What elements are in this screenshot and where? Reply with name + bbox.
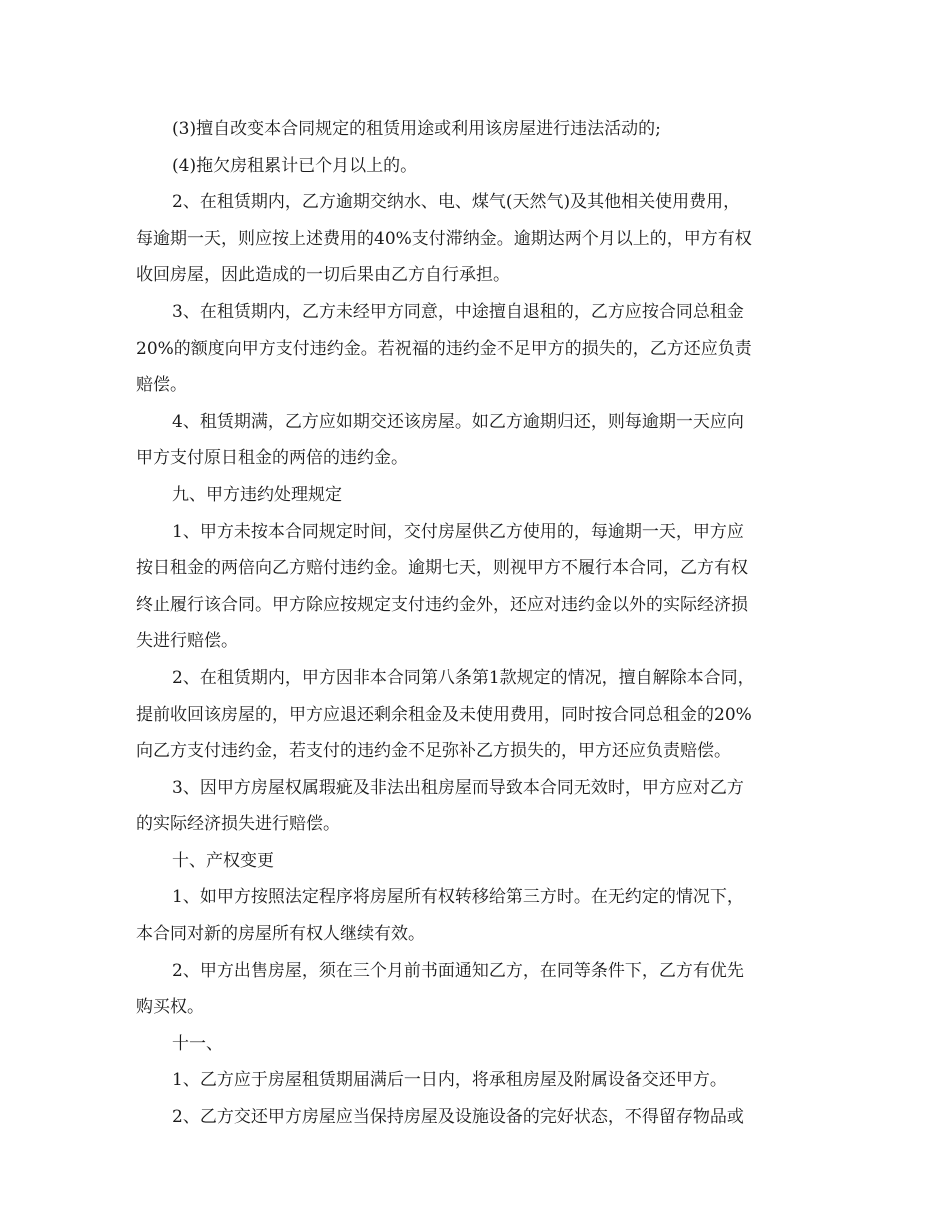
clause-paragraph [136, 1099, 826, 1136]
text-line: 2、在租赁期内，乙方逾期交纳水、电、煤气(天然气)及其他相关使用费用， [172, 192, 741, 213]
text-line: 提前收回该房屋的，甲方应退还剩余租金及未使用费用，同时按合同总租金的20% [136, 704, 752, 725]
text-line: 按日租金的两倍向乙方赔付违约金。逾期七天，则视甲方不履行本合同，乙方有权 [136, 558, 748, 579]
section-heading [136, 1026, 826, 1063]
text-line: 1、甲方未按本合同规定时间，交付房屋供乙方使用的，每逾期一天，甲方应 [172, 521, 744, 542]
clause-paragraph [136, 879, 826, 952]
clause-paragraph [136, 953, 826, 1026]
text-line: 3、因甲方房屋权属瑕疵及非法出租房屋而导致本合同无效时，甲方应对乙方 [172, 777, 744, 798]
clause-paragraph [136, 1062, 826, 1099]
text-line: 每逾期一天，则应按上述费用的40%支付滞纳金。逾期达两个月以上的，甲方有权 [136, 228, 752, 249]
text-line: 购买权。 [136, 997, 204, 1018]
text-line: 终止履行该合同。甲方除应按规定支付违约金外，还应对违约金以外的实际经济损 [136, 594, 748, 615]
text-line: 赔偿。 [136, 375, 187, 396]
list-item [136, 148, 826, 185]
clause-paragraph [136, 660, 826, 770]
clause-paragraph [136, 514, 826, 660]
document-body [136, 111, 826, 1136]
text-line: (3)擅自改变本合同规定的租赁用途或利用该房屋进行违法活动的; [172, 119, 661, 139]
text-line: 向乙方支付违约金，若支付的违约金不足弥补乙方损失的，甲方还应负责赔偿。 [136, 741, 731, 762]
text-line: (4)拖欠房租累计已个月以上的。 [172, 155, 418, 176]
text-line: 收回房屋，因此造成的一切后果由乙方自行承担。 [136, 265, 510, 286]
text-line: 甲方支付原日租金的两倍的违约金。 [136, 448, 408, 469]
text-line: 失进行赔偿。 [136, 631, 238, 652]
clause-paragraph [136, 404, 826, 477]
text-line: 十、产权变更 [172, 850, 274, 871]
text-line: 20%的额度向甲方支付违约金。若祝福的违约金不足甲方的损失的，乙方还应负责 [136, 338, 752, 359]
section-heading [136, 843, 826, 880]
clause-paragraph [136, 294, 826, 404]
text-line: 十一、 [172, 1033, 223, 1054]
text-line: 1、如甲方按照法定程序将房屋所有权转移给第三方时。在无约定的情况下， [172, 887, 744, 908]
text-line: 1、乙方应于房屋租赁期届满后一日内，将承租房屋及附属设备交还甲方。 [172, 1070, 727, 1091]
text-line: 2、甲方出售房屋，须在三个月前书面通知乙方，在同等条件下，乙方有优先 [172, 960, 744, 981]
clause-paragraph [136, 184, 826, 294]
text-line: 4、租赁期满，乙方应如期交还该房屋。如乙方逾期归还，则每逾期一天应向 [172, 411, 744, 432]
clause-paragraph [136, 770, 826, 843]
section-heading [136, 477, 826, 514]
text-line: 2、乙方交还甲方房屋应当保持房屋及设施设备的完好状态，不得留存物品或 [172, 1107, 744, 1128]
text-line: 本合同对新的房屋所有权人继续有效。 [136, 924, 425, 945]
text-line: 九、甲方违约处理规定 [172, 484, 342, 505]
text-line: 3、在租赁期内，乙方未经甲方同意，中途擅自退租的，乙方应按合同总租金 [172, 301, 744, 322]
text-line: 的实际经济损失进行赔偿。 [136, 814, 340, 835]
text-line: 2、在租赁期内，甲方因非本合同第八条第1款规定的情况，擅自解除本合同， [172, 667, 755, 688]
list-item [136, 111, 826, 148]
